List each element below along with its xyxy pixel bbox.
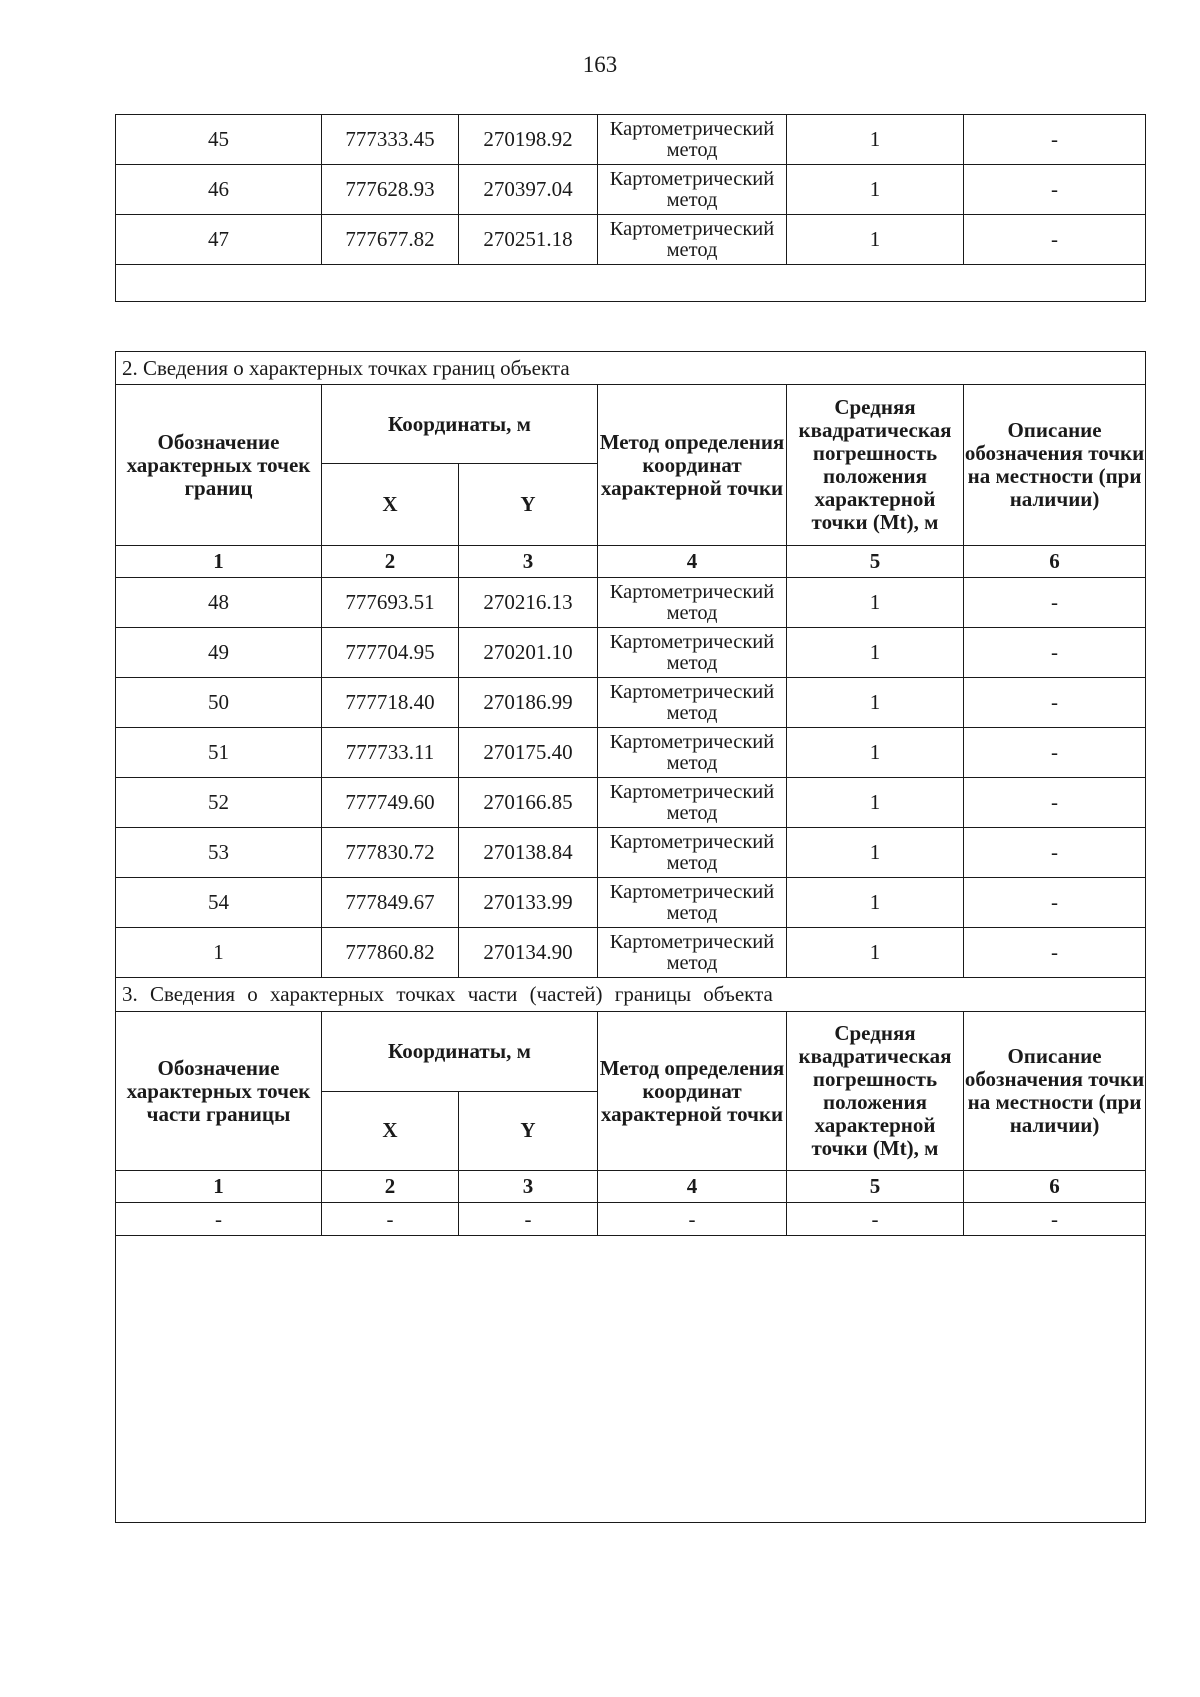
coordinates-table-continuation [115, 114, 1146, 302]
x-coordinate: 777830.72 [322, 828, 459, 878]
y-coordinate: 270166.85 [459, 778, 598, 828]
error-header: Средняя квадратическая погрешность положения характерной точки (Mt), м [787, 1012, 964, 1171]
coordinates-header: Координаты, м [322, 385, 598, 464]
point-number: - [116, 1203, 322, 1236]
mean-error: 1 [787, 578, 964, 628]
column-number: 6 [964, 1171, 1146, 1203]
column-number: 1 [116, 1171, 322, 1203]
mean-error: 1 [787, 778, 964, 828]
description-header: Описание обозначения точки на местности (при наличии) [964, 1012, 1146, 1171]
point-number: 47 [116, 215, 322, 265]
method: Картометрический метод [598, 678, 787, 728]
mean-error: 1 [787, 878, 964, 928]
column-number: 2 [322, 1171, 459, 1203]
mean-error: 1 [787, 828, 964, 878]
point-number: 1 [116, 928, 322, 978]
y-coordinate: 270175.40 [459, 728, 598, 778]
column-number: 3 [459, 1171, 598, 1203]
designation-header: Обозначение характерных точек границ [116, 385, 322, 546]
column-number: 2 [322, 546, 459, 578]
x-coordinate: 777333.45 [322, 115, 459, 165]
table-row [116, 728, 1146, 778]
section-3-title-row [116, 978, 1146, 1012]
table-row [116, 628, 1146, 678]
y-coordinate: - [459, 1203, 598, 1236]
column-number: 1 [116, 546, 322, 578]
mean-error: 1 [787, 165, 964, 215]
mean-error: 1 [787, 928, 964, 978]
empty-remainder-row [116, 1236, 1146, 1523]
designation-header: Обозначение характерных точек части границы [116, 1012, 322, 1171]
point-number: 52 [116, 778, 322, 828]
description: - [964, 628, 1146, 678]
method: Картометрический метод [598, 628, 787, 678]
x-coordinate: - [322, 1203, 459, 1236]
table-row [116, 215, 1146, 265]
y-header: Y [459, 1091, 598, 1171]
description: - [964, 828, 1146, 878]
column-number: 3 [459, 546, 598, 578]
column-number: 4 [598, 546, 787, 578]
description: - [964, 215, 1146, 265]
method-header: Метод определения координат характерной точки [598, 385, 787, 546]
mean-error: - [787, 1203, 964, 1236]
section-title: 2. Сведения о характерных точках границ объекта [116, 352, 1146, 385]
table-body [116, 115, 1146, 265]
section-3-body [116, 1203, 1146, 1236]
y-coordinate: 270138.84 [459, 828, 598, 878]
coordinates-header: Координаты, м [322, 1012, 598, 1092]
x-coordinate: 777733.11 [322, 728, 459, 778]
table-row [116, 165, 1146, 215]
column-numbers-row [116, 546, 1146, 578]
y-coordinate: 270201.10 [459, 628, 598, 678]
section-2-title-row [116, 352, 1146, 385]
method: Картометрический метод [598, 878, 787, 928]
description: - [964, 778, 1146, 828]
description-header: Описание обозначения точки на местности (при наличии) [964, 385, 1146, 546]
x-header: X [322, 464, 459, 546]
mean-error: 1 [787, 678, 964, 728]
description: - [964, 578, 1146, 628]
table-row [116, 928, 1146, 978]
method-header: Метод определения координат характерной точки [598, 1012, 787, 1171]
point-number: 51 [116, 728, 322, 778]
page-number: 163 [582, 52, 618, 77]
y-coordinate: 270397.04 [459, 165, 598, 215]
description: - [964, 728, 1146, 778]
mean-error: 1 [787, 115, 964, 165]
characteristic-points-table [115, 351, 1146, 1523]
mean-error: 1 [787, 628, 964, 678]
error-header: Средняя квадратическая погрешность положения характерной точки (Mt), м [787, 385, 964, 546]
table-row [116, 828, 1146, 878]
description: - [964, 165, 1146, 215]
y-coordinate: 270216.13 [459, 578, 598, 628]
x-coordinate: 777628.93 [322, 165, 459, 215]
table-row [116, 678, 1146, 728]
column-numbers-row [116, 1171, 1146, 1203]
description: - [964, 1203, 1146, 1236]
point-number: 45 [116, 115, 322, 165]
point-number: 50 [116, 678, 322, 728]
y-coordinate: 270186.99 [459, 678, 598, 728]
column-number: 6 [964, 546, 1146, 578]
table-row [116, 578, 1146, 628]
method: Картометрический метод [598, 728, 787, 778]
x-coordinate: 777677.82 [322, 215, 459, 265]
description: - [964, 878, 1146, 928]
method: Картометрический метод [598, 928, 787, 978]
table-row [116, 1203, 1146, 1236]
method: Картометрический метод [598, 578, 787, 628]
x-coordinate: 777849.67 [322, 878, 459, 928]
method: Картометрический метод [598, 778, 787, 828]
x-coordinate: 777718.40 [322, 678, 459, 728]
point-number: 54 [116, 878, 322, 928]
method: - [598, 1203, 787, 1236]
table-row [116, 778, 1146, 828]
description: - [964, 678, 1146, 728]
y-coordinate: 270251.18 [459, 215, 598, 265]
method: Картометрический метод [598, 115, 787, 165]
x-coordinate: 777704.95 [322, 628, 459, 678]
y-coordinate: 270133.99 [459, 878, 598, 928]
column-number: 5 [787, 546, 964, 578]
point-number: 49 [116, 628, 322, 678]
point-number: 48 [116, 578, 322, 628]
method: Картометрический метод [598, 215, 787, 265]
section-2-body [116, 578, 1146, 978]
mean-error: 1 [787, 215, 964, 265]
y-coordinate: 270198.92 [459, 115, 598, 165]
table-row [116, 115, 1146, 165]
empty-footer-row [116, 265, 1146, 302]
y-header: Y [459, 464, 598, 546]
description: - [964, 115, 1146, 165]
x-coordinate: 777860.82 [322, 928, 459, 978]
table-row [116, 878, 1146, 928]
description: - [964, 928, 1146, 978]
point-number: 46 [116, 165, 322, 215]
method: Картометрический метод [598, 165, 787, 215]
point-number: 53 [116, 828, 322, 878]
method: Картометрический метод [598, 828, 787, 878]
x-coordinate: 777749.60 [322, 778, 459, 828]
y-coordinate: 270134.90 [459, 928, 598, 978]
column-number: 5 [787, 1171, 964, 1203]
header-row [116, 385, 1146, 464]
x-header: X [322, 1091, 459, 1171]
section-title: 3. Сведения о характерных точках части (частей) границы объекта [116, 978, 1146, 1012]
header-row [116, 1012, 1146, 1092]
mean-error: 1 [787, 728, 964, 778]
column-number: 4 [598, 1171, 787, 1203]
x-coordinate: 777693.51 [322, 578, 459, 628]
